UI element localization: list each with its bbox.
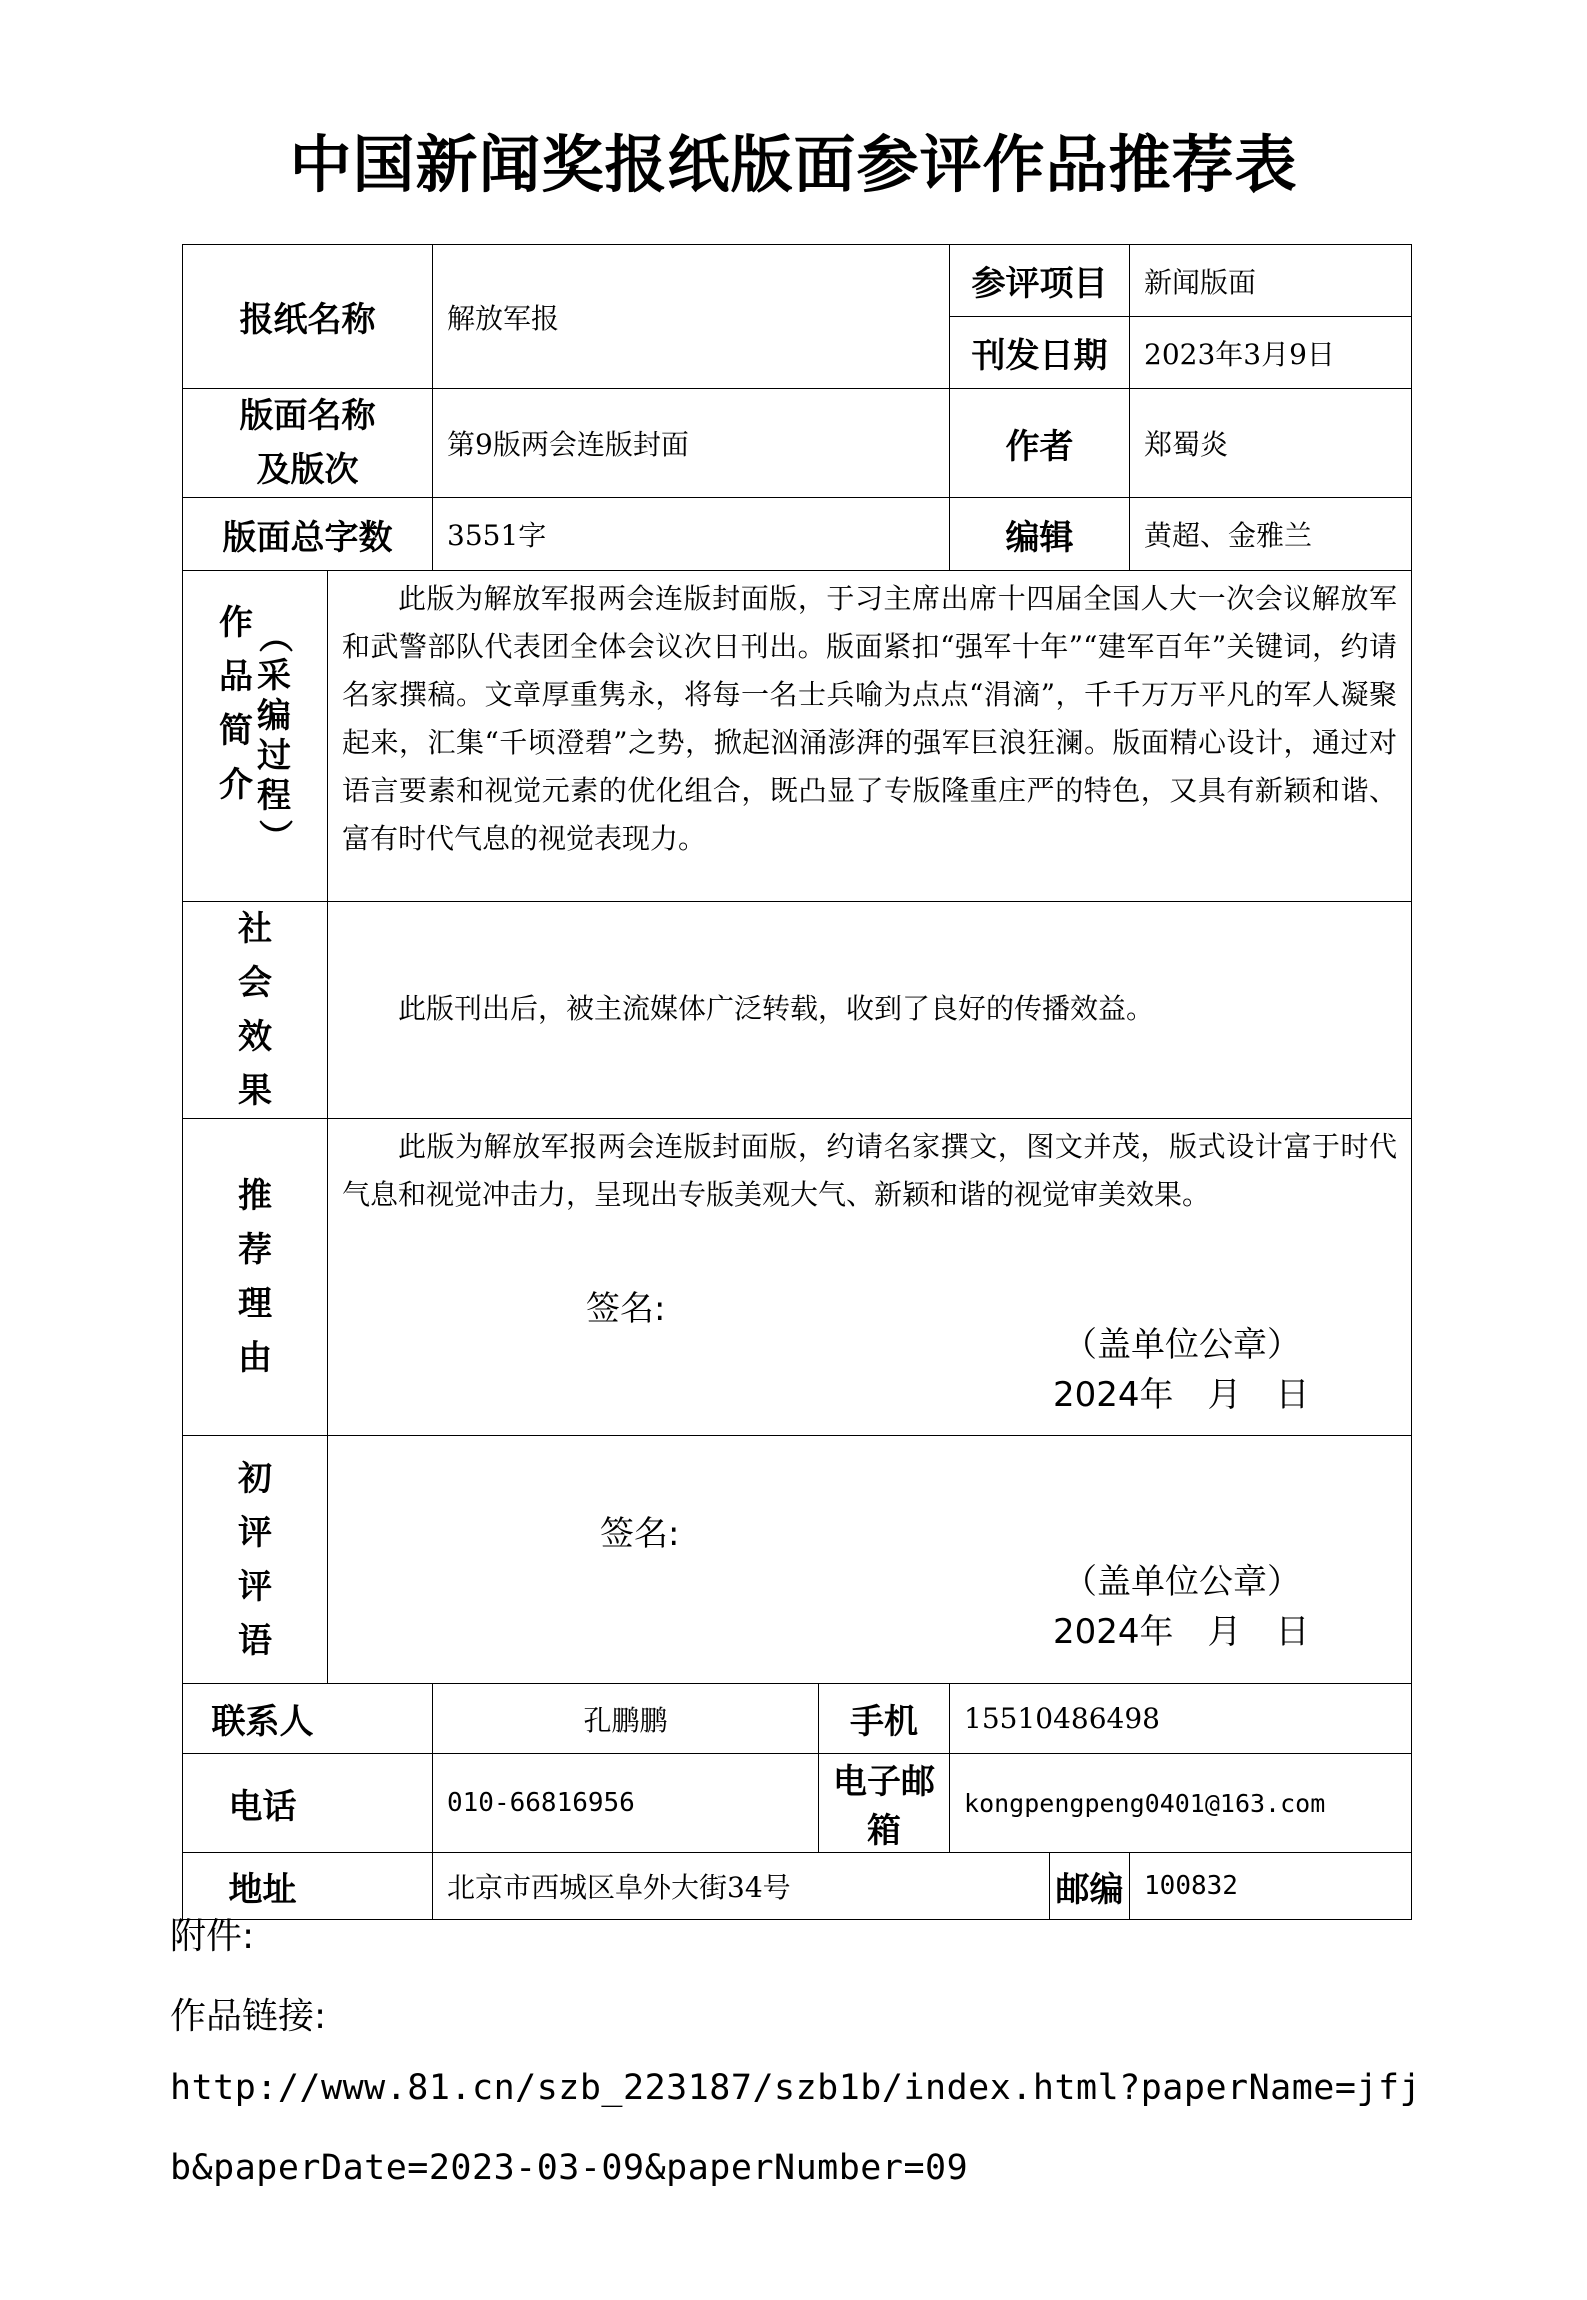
email-value: kongpengpeng0401@163.com <box>950 1754 1412 1853</box>
zip-value: 100832 <box>1130 1853 1412 1920</box>
intro-label-main: 作 品 简 介 <box>219 603 253 805</box>
address-label: 地址 <box>183 1853 433 1920</box>
page-name-value: 第9版两会连版封面 <box>433 389 950 498</box>
phone-value: 010-66816956 <box>433 1754 819 1853</box>
page-name-label <box>183 389 433 498</box>
phone-label: 电话 <box>183 1754 433 1853</box>
work-link-line1[interactable]: http://www.81.cn/szb_223187/szb1b/index.html?paperName=jfj <box>170 2068 1422 2108</box>
review-signature-label: 签名: <box>600 1514 680 1554</box>
newspaper-label: 报纸名称 <box>183 245 433 389</box>
contact-person-label: 联系人 <box>183 1684 433 1754</box>
recommend-seal-label: （盖单位公章） <box>1063 1325 1301 1365</box>
review-date: 2024年 月 日 <box>1053 1612 1310 1652</box>
recommend-date: 2024年 月 日 <box>1053 1375 1310 1415</box>
recommend-text: 此版为解放军报两会连版封面版，约请名家撰文，图文并茂，版式设计富于时代气息和视觉冲击力，呈现出专版美观大气、新颖和谐的视觉审美效果。 <box>342 1130 1398 1211</box>
date-value: 2023年3月9日 <box>1130 317 1412 389</box>
social-text: 此版刊出后，被主流媒体广泛转载，收到了良好的传播效益。 <box>328 902 1412 1119</box>
word-count-label: 版面总字数 <box>183 498 433 571</box>
recommend-cell <box>328 1119 1412 1436</box>
intro-label-sub: （ 采 编 过 程 ） <box>254 619 294 853</box>
social-label: 社 会 效 果 <box>183 902 328 1119</box>
editor-label: 编辑 <box>950 498 1130 571</box>
newspaper-value: 解放军报 <box>433 245 950 389</box>
contact-person-value: 孔鹏鹏 <box>433 1684 819 1754</box>
page-name-label-line1: 版面名称 <box>239 396 376 436</box>
mobile-label: 手机 <box>819 1684 950 1754</box>
intro-label <box>183 571 328 902</box>
intro-text: 此版为解放军报两会连版封面版，于习主席出席十四届全国人大一次会议解放军和武警部队代表团全体会议次日刊出。版面紧扣“强军十年”“建军百年”关键词，约请名家撰稿。文章厚重隽永，将每一名士兵喻为点点“涓滴”，千千万万平凡的军人凝聚起来，汇集“千顷澄碧”之势，掀起汹涌澎湃的强军巨浪狂澜。版面精心设计，通过对语言要素和视觉元素的优化组合，既凸显了专版隆重庄严的特色，又具有新颖和谐、富有时代气息的视觉表现力。 <box>328 571 1412 902</box>
date-label: 刊发日期 <box>950 317 1130 389</box>
work-link-line2[interactable]: b&paperDate=2023-03-09&paperNumber=09 <box>170 2148 969 2188</box>
mobile-value: 15510486498 <box>950 1684 1412 1754</box>
author-value: 郑蜀炎 <box>1130 389 1412 498</box>
link-label: 作品链接: <box>170 1996 327 2037</box>
recommend-label: 推 荐 理 由 <box>183 1119 328 1436</box>
review-label: 初 评 评 语 <box>183 1436 328 1684</box>
page-title: 中国新闻奖报纸版面参评作品推荐表 <box>289 128 1298 201</box>
review-cell <box>328 1436 1412 1684</box>
recommend-signature-label: 签名: <box>586 1289 666 1329</box>
attachment-label: 附件: <box>170 1916 255 1957</box>
address-value: 北京市西城区阜外大街34号 <box>433 1853 1050 1920</box>
word-count-value: 3551字 <box>433 498 950 571</box>
email-label: 电子邮箱 <box>819 1754 950 1853</box>
author-label: 作者 <box>950 389 1130 498</box>
category-label: 参评项目 <box>950 245 1130 317</box>
editor-value: 黄超、金雅兰 <box>1130 498 1412 571</box>
zip-label: 邮编 <box>1050 1853 1130 1920</box>
recommendation-form <box>182 244 1412 1920</box>
page-name-label-line2: 及版次 <box>256 450 359 490</box>
review-seal-label: （盖单位公章） <box>1063 1562 1301 1602</box>
category-value: 新闻版面 <box>1130 245 1412 317</box>
